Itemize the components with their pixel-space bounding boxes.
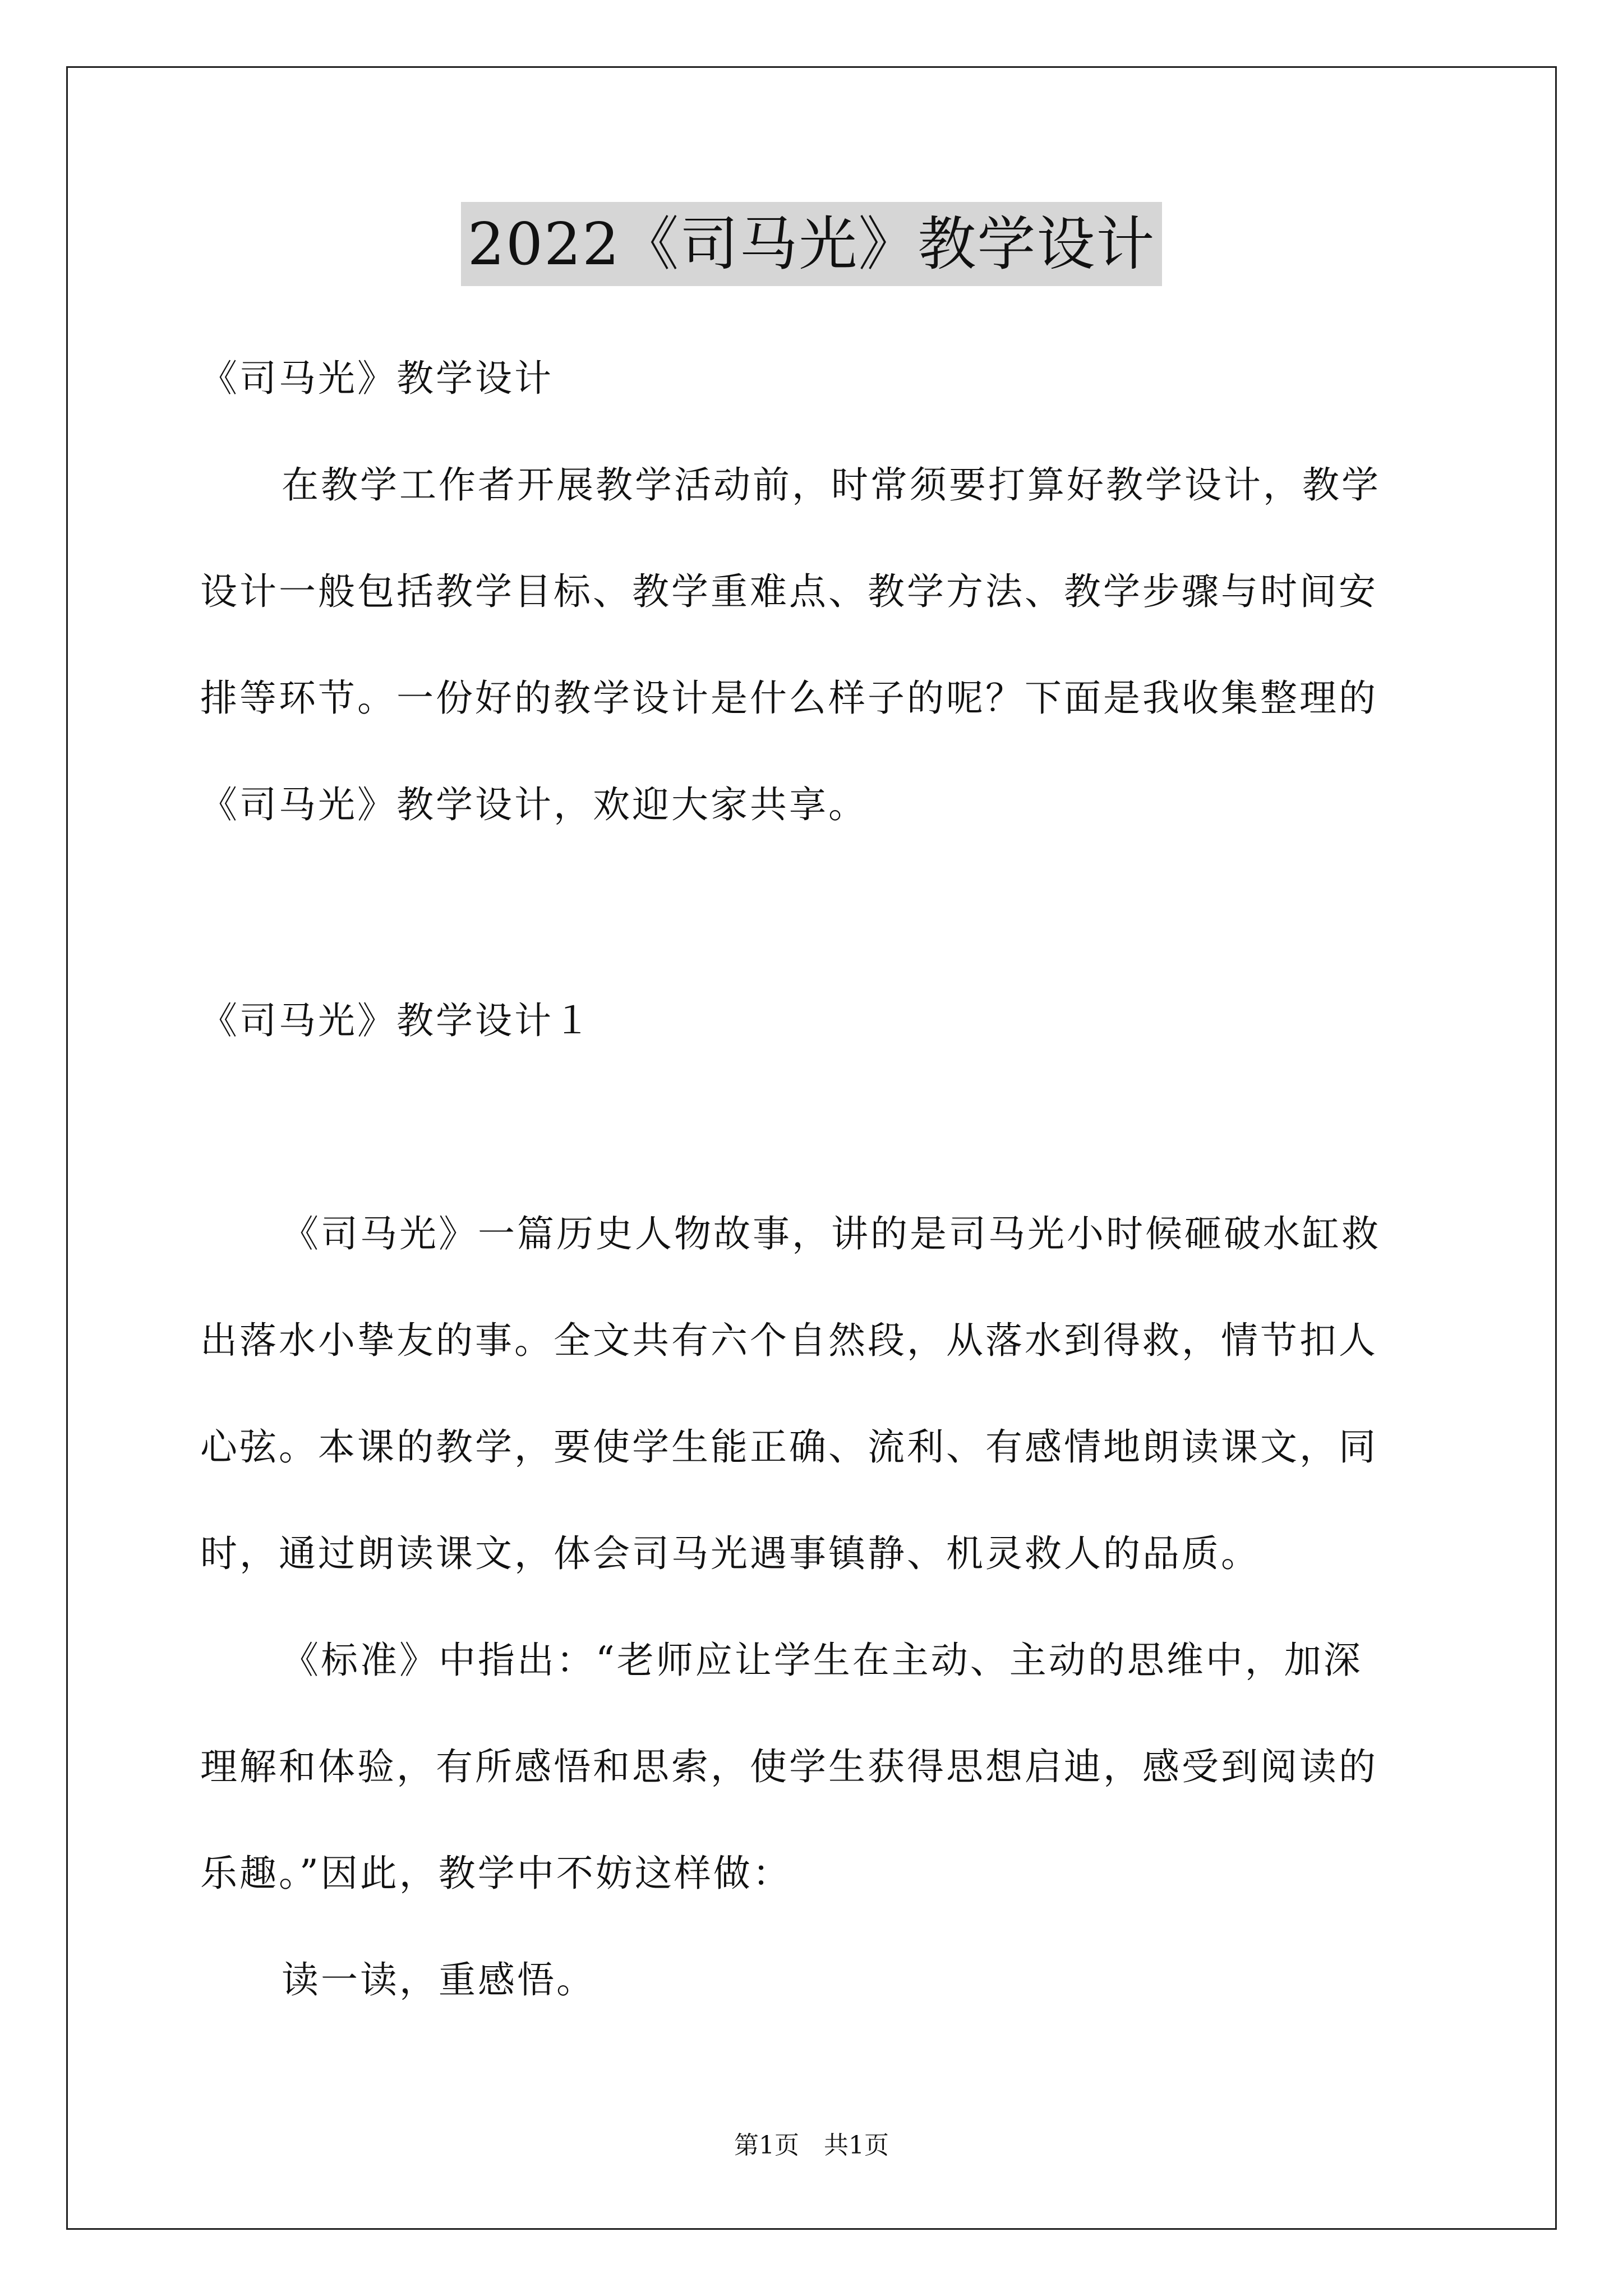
paragraph-line: 出落水小挚友的事。全文共有六个自然段，从落水到得救，情节扣人	[200, 1319, 1378, 1362]
paragraph-line: 时，通过朗读课文，体会司马光遇事镇静、机灵救人的品质。	[200, 1532, 1260, 1575]
page-footer: 第1页 共1页	[734, 2131, 889, 2160]
paragraph-line: 《标准》中指出：“老师应让学生在主动、主动的思维中，加深	[282, 1639, 1363, 1682]
paragraph-line: 在教学工作者开展教学活动前，时常须要打算好教学设计，教学	[282, 463, 1381, 507]
title-container	[0, 202, 1623, 286]
paragraph-line: 《司马光》教学设计，欢迎大家共享。	[200, 783, 868, 826]
heading-line: 《司马光》教学设计	[200, 357, 554, 400]
paragraph-line: 《司马光》一篇历史人物故事，讲的是司马光小时候砸破水缸救	[282, 1212, 1381, 1255]
section-heading: 《司马光》教学设计１	[200, 999, 593, 1042]
document-title: 2022《司马光》教学设计	[461, 202, 1163, 286]
paragraph-line: 设计一般包括教学目标、教学重难点、教学方法、教学步骤与时间安	[200, 570, 1378, 613]
paragraph-line: 排等环节。一份好的教学设计是什么样子的呢？下面是我收集整理的	[200, 677, 1378, 720]
paragraph-line: 理解和体验，有所感悟和思索，使学生获得思想启迪，感受到阅读的	[200, 1745, 1378, 1788]
paragraph-line: 乐趣。”因此，教学中不妨这样做：	[200, 1852, 792, 1895]
paragraph-line: 心弦。本课的教学，要使学生能正确、流利、有感情地朗读课文，同	[200, 1425, 1378, 1469]
paragraph-line: 读一读，重感悟。	[282, 1958, 596, 2001]
